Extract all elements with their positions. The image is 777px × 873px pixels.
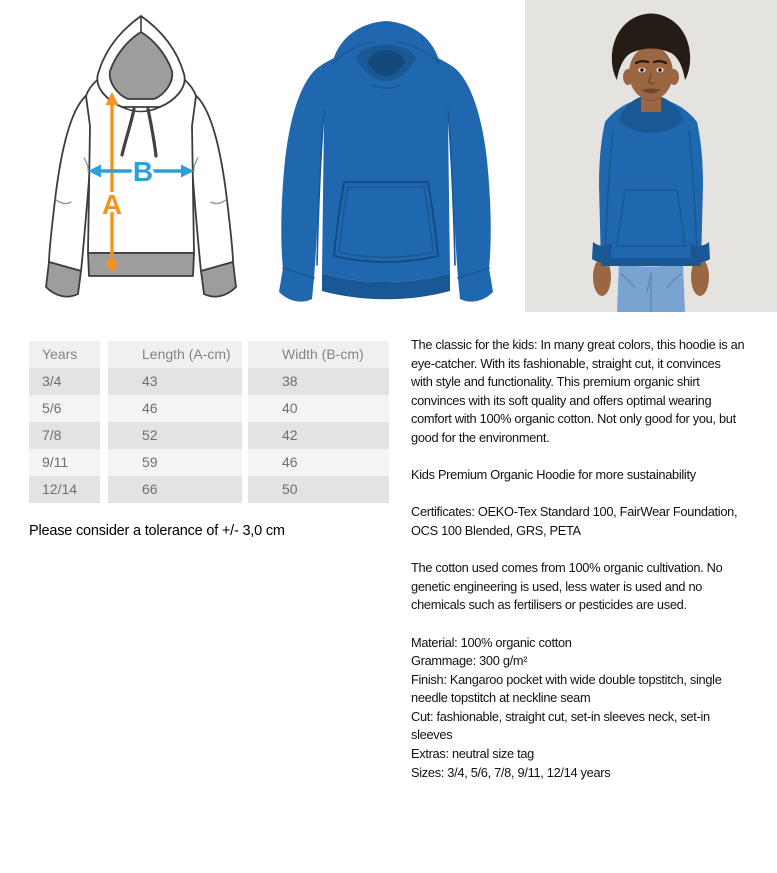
description-paragraph: Certificates: OEKO-Tex Standard 100, FairWear Foundation, OCS 100 Blended, GRS, PETA (411, 504, 738, 538)
table-cell: 50 (248, 476, 389, 503)
spec-lines (411, 634, 745, 783)
table-row (29, 476, 389, 503)
table-cell: 40 (248, 395, 389, 422)
blue-hoodie-flat-illustration (262, 10, 510, 306)
size-diagram-image (30, 8, 252, 305)
table-row (29, 422, 389, 449)
description-paragraph: The classic for the kids: In many great colors, this hoodie is an eye-catcher. With its fashionable, straight cut, it convinces with style and functionality. This premium organic shirt convinces with its soft quality and offers optimal wearing comfort with 100% organic cotton. Not only good for you, but good for the environment. (411, 337, 745, 445)
size-table (29, 341, 389, 503)
table-cell: 38 (248, 368, 389, 395)
table-cell: 9/11 (29, 449, 100, 476)
table-row (29, 368, 389, 395)
product-description (411, 336, 745, 782)
table-cell: 66 (108, 476, 242, 503)
length-measure-label: A (101, 189, 123, 220)
description-paragraphs (411, 336, 745, 615)
table-cell: 43 (108, 368, 242, 395)
table-cell: 46 (248, 449, 389, 476)
spec-line: Sizes: 3/4, 5/6, 7/8, 9/11, 12/14 years (411, 764, 611, 780)
column-header: Width (B-cm) (248, 341, 389, 368)
table-cell: 5/6 (29, 395, 100, 422)
table-cell: 42 (248, 422, 389, 449)
description-paragraph: Kids Premium Organic Hoodie for more sustainability (411, 467, 696, 483)
table-header-row (29, 341, 389, 368)
product-photo-flat (262, 10, 510, 306)
table-cell: 59 (108, 449, 242, 476)
table-cell: 7/8 (29, 422, 100, 449)
spec-line: Cut: fashionable, straight cut, set-in sleeves neck, set-in sleeves (411, 708, 710, 743)
size-table-rows (29, 368, 389, 503)
description-paragraph: The cotton used comes from 100% organic cultivation. No genetic engineering is used, less water is used and no chemicals such as fertilisers or pesticides are used. (411, 560, 723, 613)
model-photo (525, 0, 777, 312)
table-row (29, 395, 389, 422)
table-cell: 12/14 (29, 476, 100, 503)
table-cell: 46 (108, 395, 242, 422)
spec-line: Finish: Kangaroo pocket with wide double topstitch, single needle topstitch at neckline seam (411, 671, 722, 706)
table-cell: 52 (108, 422, 242, 449)
tolerance-note: Please consider a tolerance of +/- 3,0 cm (29, 522, 285, 539)
table-row (29, 449, 389, 476)
spec-line: Material: 100% organic cotton (411, 634, 572, 650)
boy-wearing-hoodie-illustration (525, 0, 777, 312)
width-measure-label: B (132, 156, 154, 187)
table-cell: 3/4 (29, 368, 100, 395)
column-header: Years (29, 341, 100, 368)
hoodie-measurement-diagram (30, 8, 252, 305)
spec-line: Grammage: 300 g/m² (411, 653, 528, 669)
column-header: Length (A-cm) (108, 341, 242, 368)
spec-line: Extras: neutral size tag (411, 746, 534, 762)
